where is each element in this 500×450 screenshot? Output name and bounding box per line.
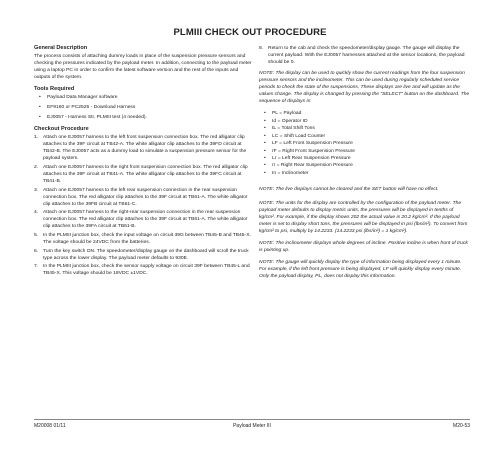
note-inclinometer: NOTE: The inclinometer displays whole degrees of incline. Positive incline is when front of truck is pointing up. [259,241,468,254]
tools-required-heading: Tools Required [34,86,75,93]
tools-list [34,94,253,121]
bullet-icon: • [264,156,266,161]
tools-item: • Payload Data Manager software [39,95,118,101]
bullet-icon: • [264,163,266,169]
display-code-item: • PL = Payload [264,111,302,117]
bullet-icon: • [264,118,266,124]
procedure-step: 2. Attach one EJ0057 harness to the right front suspension connection box. The red alligator clip attaches to the 39F circuit at TB41-A. The white alligator clip attaches to the 39FC circuit at TB41-B. [34,165,248,185]
general-description-text: The process consists of attaching dummy loads in place of the suspension pressure sensors and checking the pressures indicated by the payload meter. In addition, connecting to the payload meter using a laptop PC in order to confirm the latest software version and the rest of the inputs and outputs of the system. [34,54,252,81]
bullet-icon: • [264,170,266,176]
note-display-sequence: NOTE: The display can be used to quickly show the current readings from the four suspension pressure sensors and the inclinometer. This can be used during regularly scheduled service periods to check the state of the suspensions. These displays are live and will update as the values change. The display is changed by pressing the "SELECT" button on the dashboard. The sequence of displays is: [259,71,470,105]
right-column [259,45,470,285]
general-description-heading: General Description [34,45,88,51]
left-column [34,45,253,279]
checkout-procedure-heading: Checkout Procedure [34,126,89,133]
procedure-step: 5. In the PLMIII junction box, check the input voltage on circuit 39G between TB45-B and TB45-X. The voltage should be 24VDC from the batteries. [34,232,251,245]
procedure-step: 1. Attach one EJ0057 harness to the left front suspension connection box. The red alligator clip attaches to the 39F circuit at TB42-A. The white alligator clip attaches to the 39FD circuit at TB42-B. The EJ0057 acts as a dummy load to simulate a suspension pressure sensor for the payload system. [34,135,247,162]
bullet-icon: • [264,148,266,154]
bullet-icon: • [39,95,41,101]
checkout-steps [34,134,253,277]
display-code-item: • Id = Operator ID [264,118,308,124]
bullet-icon: • [264,126,266,132]
note-live-displays: NOTE: The live displays cannot be cleared and the SET button will have no effect. [259,186,439,192]
procedure-step: 4. Attach one EJ0057 harness to the right-rear suspension connection in the rear suspension connection box. The red alligator clip attaches to the 39F circuit at TB61-A. The white alligator clip attaches to the 39FA circuit at TB61-B. [34,210,248,230]
bullet-icon: • [39,105,41,111]
note-display-units: NOTE: The units for the display are controlled by the configuration of the payload meter. The payload meter defaults to display metric units, the pressures will be displayed in tenths of kg/cm². For example, if the display shows 202 the actual value is 20.2 kg/cm². If the payload meter is set to display short tons, the pressures will be displayed in psi (lbs/in²). To convert from kg/cm² to psi, multiply by 14.2233. (14.2233 psi (lbs/in²) = 1 kg/cm²). [259,200,468,235]
bullet-icon: • [264,133,266,139]
procedure-step: 8. Return to the cab and check the speedometer/display gauge. The gauge will display the current payload. With the EJ0057 harnesses attached at the sensor locations, the payload should be 0. [259,46,465,66]
page-title: PLMIII CHECK OUT PROCEDURE [173,27,327,38]
display-code-item: • rF = Right Front Suspension Pressure [264,148,356,154]
procedure-step: 3. Attach one EJ0057 harness to the left rear suspension connection in the rear suspension connection box. The red alligator clip attaches to the 39F circuit at TB61-A. The white alligator clip attaches to the 39FB circuit at TB61-C. [34,187,248,207]
procedure-step: 6. Turn the key switch ON. The speedometer/display gauge on the dashboard will scroll the truck type across the lower display. The payload meter defaults to 930E. [34,248,249,261]
bullet-icon: • [39,115,41,121]
display-code-item: • LF = Left Front Suspension Pressure [264,141,353,147]
footer-page-number: M20-53 [453,423,470,429]
page-footer [34,419,470,428]
procedure-step: 7. In the PLMIII junction box, check the sensor supply voltage on circuit 39F between TB45-L and TB45-X. This voltage should be 18VDC ±1VDC. [34,264,250,277]
tools-item: • EJ0057 - Harness Str, PLMIII test (4 needed). [39,115,147,121]
bullet-icon: • [264,111,266,117]
footer-doc-number: M20008 01/11 [34,423,66,429]
note-gauge-info: NOTE: The gauge will quickly display the type of information being displayed every 1 minute. For example, if the left front pressure is being displayed, LF will quickly display every minute. Only the payload display, PL, does not display this information. [259,260,462,280]
display-code-item: • LC = Shift Load Counter [264,133,326,139]
display-codes-list [259,110,470,177]
bullet-icon: • [264,141,266,147]
display-code-item: • Lr = Left Rear Suspension Pressure [264,156,351,161]
tools-item: • EF9160 or PC2525 - Download Harness [39,105,136,111]
display-code-item: • rr = Right Rear Suspension Pressure [264,163,353,169]
footer-title: Payload Meter III [233,423,271,429]
display-code-item: • In = Inclinometer [264,170,309,176]
display-code-item: • tL = Total Shift Tons [264,126,315,132]
checkout-steps-continued [259,45,470,66]
